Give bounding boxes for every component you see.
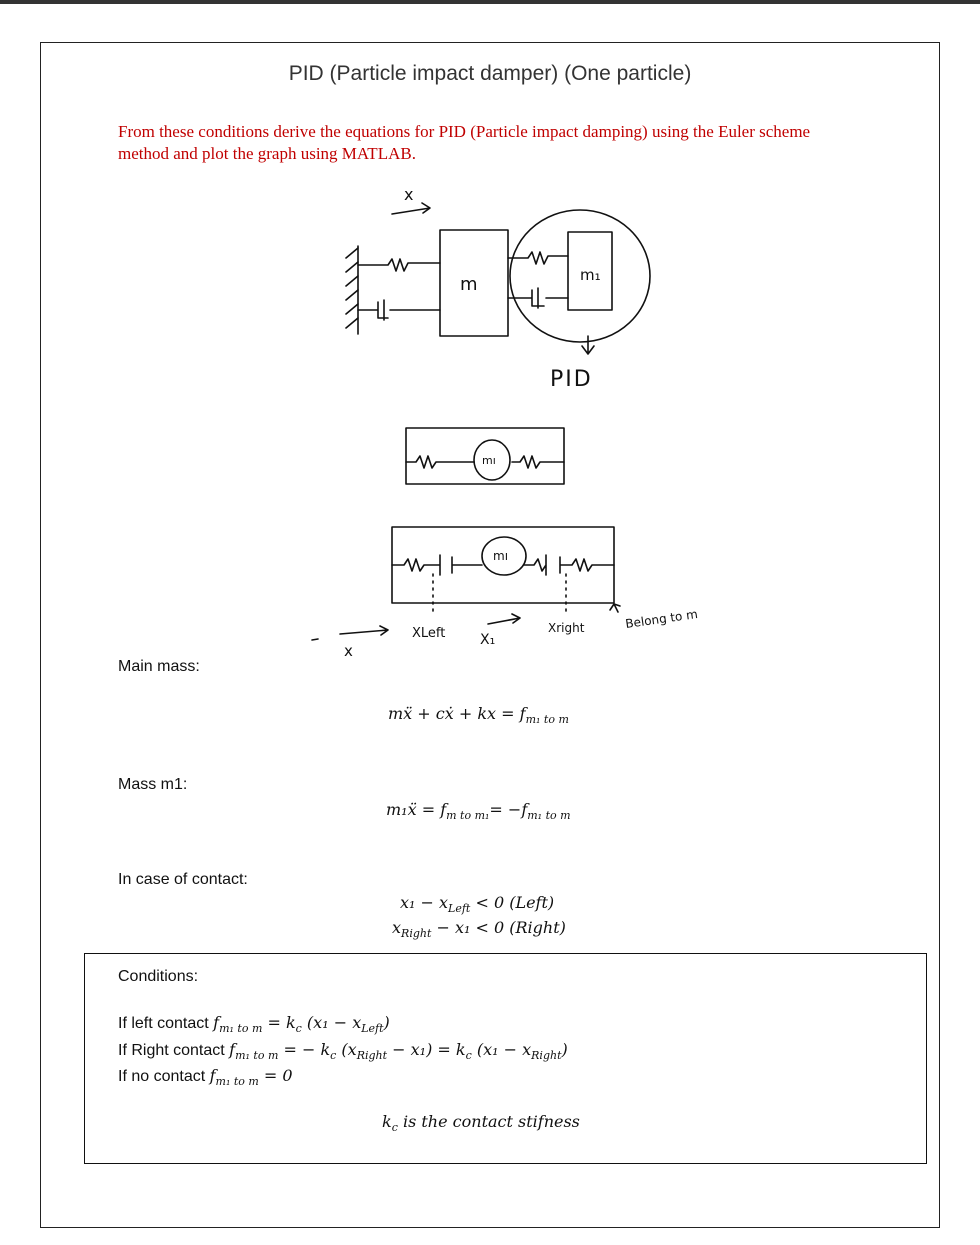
- label-x-axis: x: [344, 642, 353, 660]
- conditions-label: Conditions:: [118, 968, 199, 985]
- label-m1: m₁: [580, 266, 601, 284]
- x-arrow-top: [392, 203, 430, 214]
- label-pid: PID: [550, 367, 593, 392]
- spring-2: [508, 252, 568, 264]
- pid-arrow: [582, 336, 594, 354]
- damper-1: [358, 300, 440, 320]
- no-contact-condition: If no contact $f_{m_1 to m} = 0$: [118, 1066, 293, 1089]
- x-axis-arrow: [340, 626, 388, 635]
- label-x-right: Xright: [548, 621, 585, 635]
- right-contact-condition: If Right contact $f_{m_1 to m}$ = − $k_c$ $(x_{Right} - x_1) = k_c$ $(x_1 - x_{Right})$: [118, 1040, 568, 1063]
- right-contact-inequality: $x_{Right} - x_1 < 0$ (Right): [392, 918, 566, 941]
- mass-m1-equation: m₁ẍ = $f_{m to m_1}= -f_{m_1 to m}$: [386, 800, 571, 823]
- intro-paragraph: From these conditions derive the equations for PID (Particle impact damping) using the Euler scheme method and plot the graph using MATLAB.: [118, 122, 811, 163]
- label-m1-bottom: mı: [493, 549, 509, 563]
- x-axis-tail: [312, 639, 318, 640]
- contact-label: In case of contact:: [118, 871, 248, 888]
- main-mass-label: Main mass:: [118, 658, 200, 675]
- label-x-top: x: [404, 185, 414, 204]
- label-m: m: [460, 274, 478, 295]
- label-x1: X₁: [480, 632, 496, 648]
- label-belong: Belong to m: [624, 606, 699, 631]
- x1-arrow: [488, 614, 520, 624]
- label-x-left: XLeft: [412, 626, 446, 641]
- spring-1: [358, 259, 440, 271]
- left-contact-inequality: $x_1 - x_{Left} < 0$ (Left): [400, 893, 555, 916]
- kc-definition: $k_c$ is the contact stifness: [382, 1112, 580, 1135]
- belong-arrow: [610, 604, 620, 612]
- page-title: PID (Particle impact damper) (One particle): [288, 62, 692, 85]
- wall-hatch: [346, 248, 358, 328]
- main-mass-equation: mẍ + cẋ + kx = $f_{m_1 to m}$: [388, 704, 569, 727]
- left-contact-condition: If left contact $f_{m_1 to m} = k_c$ $(x_1 - x_{Left})$: [118, 1013, 390, 1036]
- mass-m1-label: Mass m1:: [118, 776, 188, 793]
- label-m1-small: mı: [482, 454, 496, 467]
